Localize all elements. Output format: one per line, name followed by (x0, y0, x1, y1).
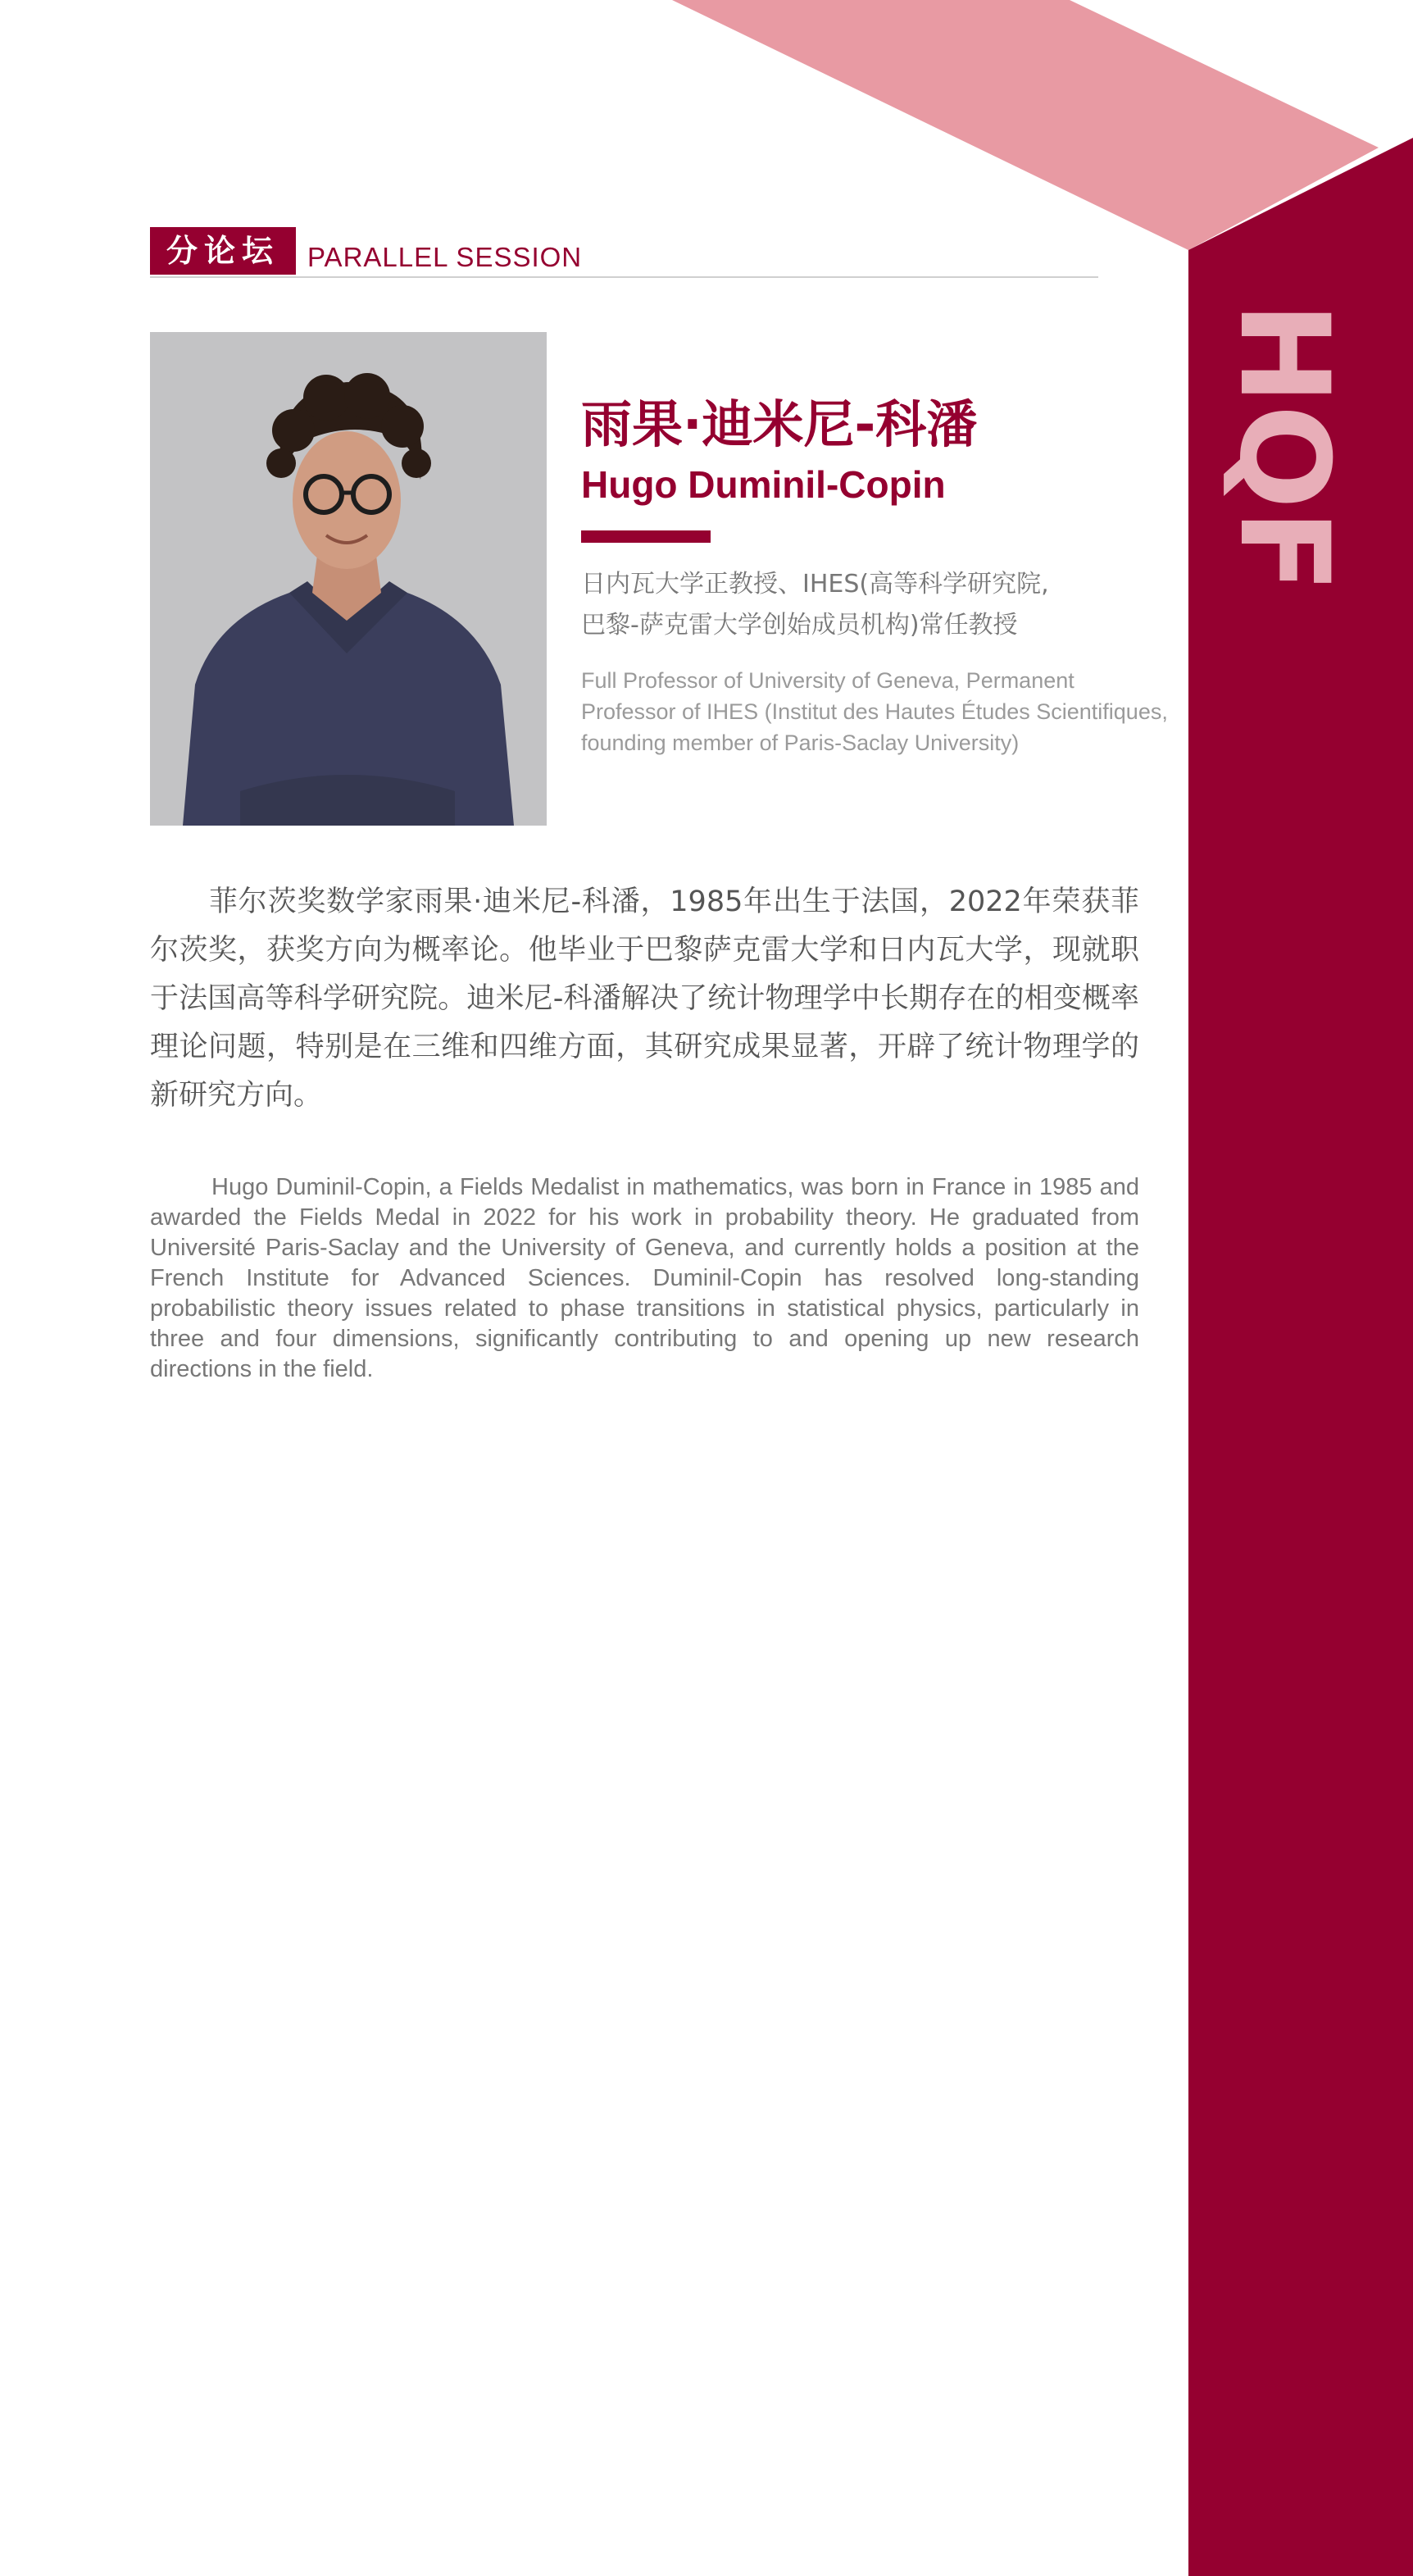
speaker-title-zh-line: 巴黎-萨克雷大学创始成员机构)常任教授 (581, 611, 1018, 639)
speaker-name-en: Hugo Duminil-Copin (581, 463, 946, 506)
brand-logo-text: HQF (1212, 302, 1355, 594)
speaker-title-en (581, 665, 1173, 758)
speaker-title-en-line: founding member of Paris-Saclay University) (581, 730, 1020, 755)
speaker-title-zh-line: 日内瓦大学正教授、IHES(高等科学研究院, (581, 570, 1049, 598)
name-accent-bar (581, 530, 711, 543)
speaker-photo (150, 332, 547, 826)
speaker-title-zh (581, 564, 1106, 646)
speaker-name-zh: 雨果·迪米尼-科潘 (581, 394, 978, 454)
section-label-en: PARALLEL SESSION (307, 242, 583, 272)
speaker-portrait-illustration (150, 332, 547, 826)
speaker-title-en-line: Professor of IHES (Institut des Hautes Études Scientifiques, (581, 699, 1168, 724)
section-header (150, 227, 1098, 278)
section-badge: 分论坛 (150, 227, 296, 275)
speaker-title-en-line: Full Professor of University of Geneva, Permanent (581, 668, 1075, 693)
bio-paragraph-zh: 菲尔茨奖数学家雨果·迪米尼-科潘，1985年出生于法国，2022年荣获菲尔茨奖，获奖方向为概率论。他毕业于巴黎萨克雷大学和日内瓦大学，现就职于法国高等科学研究院。迪米尼-科潘解决了统计物理学中长期存在的相变概率理论问题，特别是在三维和四维方面，其研究成果显著，开辟了统计物理学的新研究方向。 (150, 885, 1139, 1112)
bio-paragraph-en: Hugo Duminil-Copin, a Fields Medalist in mathematics, was born in France in 1985 and awarded the Fields Medal in 2022 for his work in probability theory. He graduated from Université Paris-Saclay and the University of Geneva, and currently holds a position at the French Institute for Advanced Sciences. Duminil-Copin has resolved long-standing probabilistic theory issues related to phase transitions in statistical physics, particularly in three and four dimensions, significantly contributing to and opening up new research directions in the field. (150, 1174, 1139, 1382)
